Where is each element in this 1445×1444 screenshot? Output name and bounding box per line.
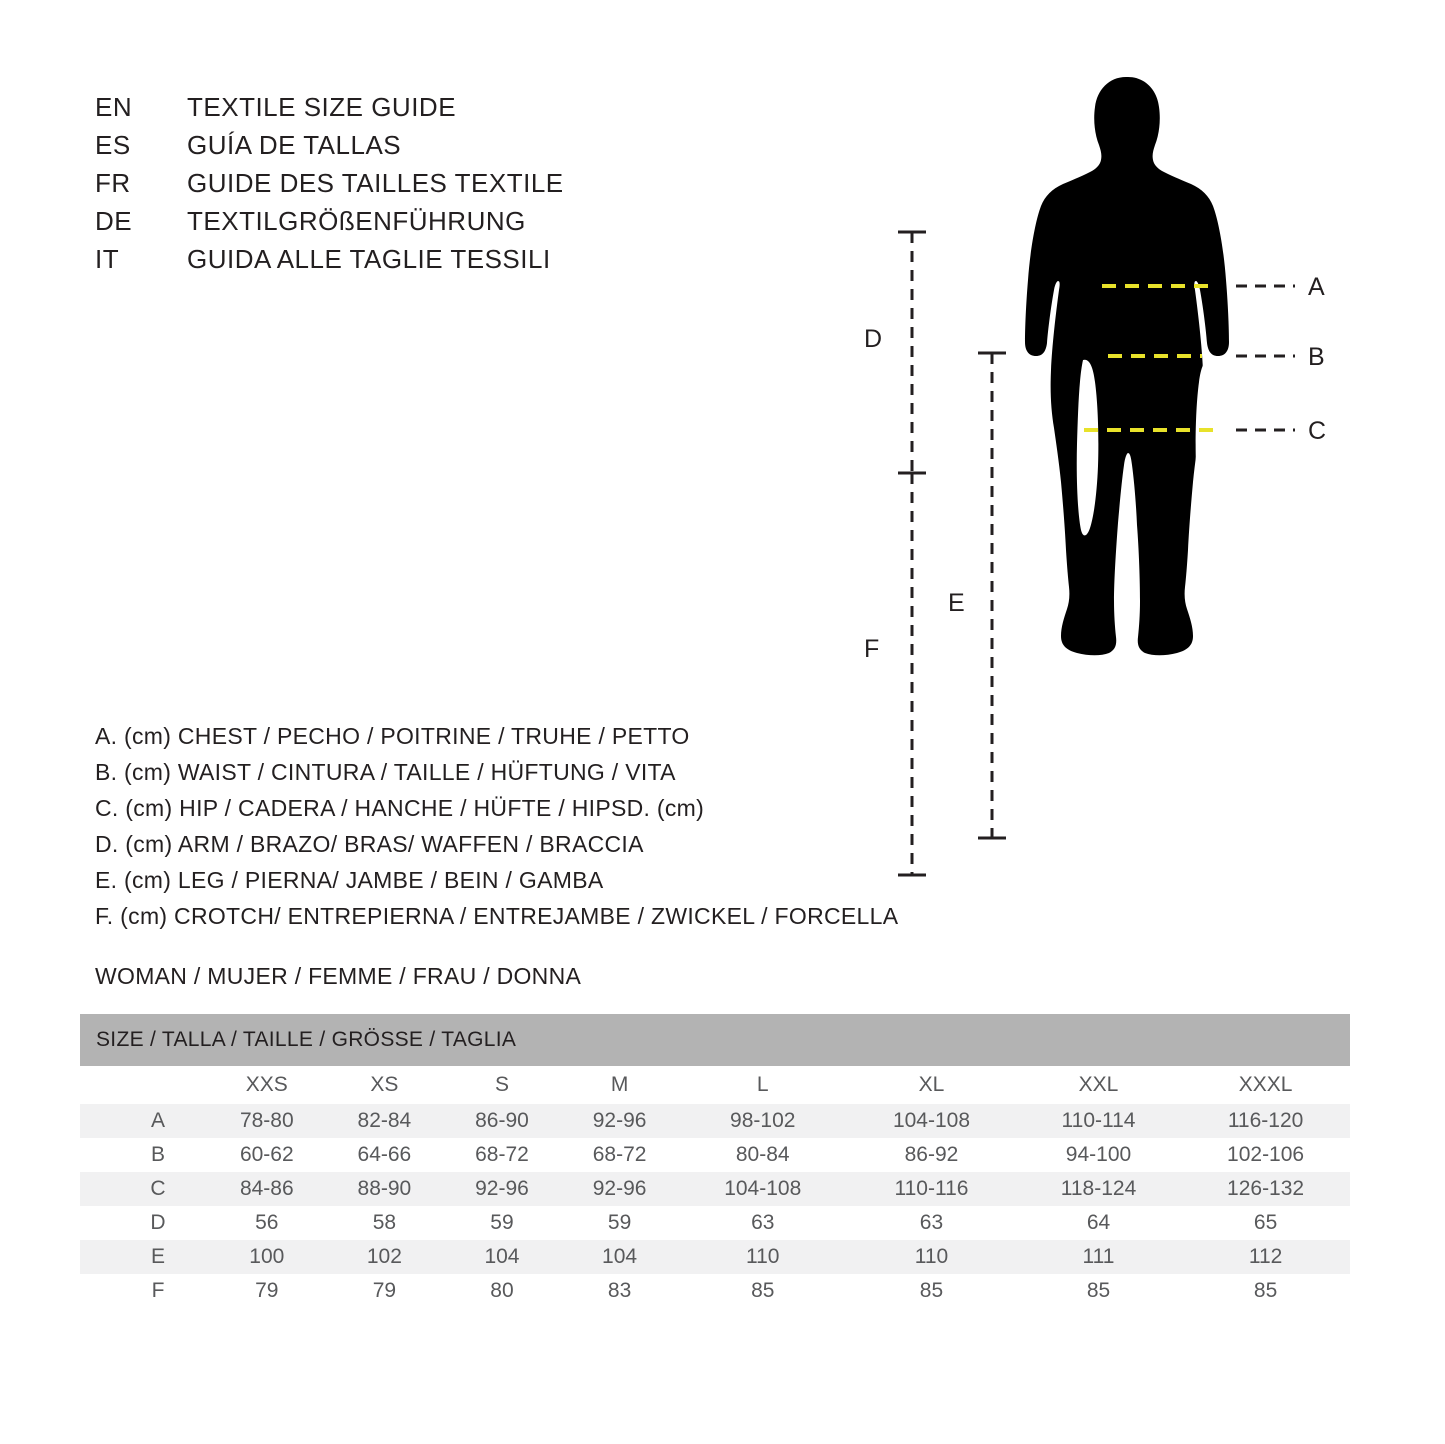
legend-item-a: A. (cm) CHEST / PECHO / POITRINE / TRUHE / PETTO xyxy=(95,723,690,749)
cell-f-xs: 79 xyxy=(372,1279,397,1302)
cell-b-s: 68-72 xyxy=(475,1143,529,1166)
cell-b-xxxl: 102-106 xyxy=(1227,1143,1305,1166)
language-code: ES xyxy=(95,130,131,160)
cell-e-xxs: 100 xyxy=(249,1245,285,1268)
cell-a-m: 92-96 xyxy=(592,1109,647,1132)
cell-c-xs: 88-90 xyxy=(357,1177,412,1200)
cell-c-xxl: 118-124 xyxy=(1060,1177,1137,1200)
cell-a-xxl: 110-114 xyxy=(1061,1109,1136,1132)
row-label-b: B xyxy=(150,1143,165,1166)
cell-d-xs: 58 xyxy=(372,1211,397,1234)
row-label-e: E xyxy=(150,1245,165,1268)
cell-f-s: 80 xyxy=(490,1279,514,1302)
cell-b-xxs: 60-62 xyxy=(239,1143,294,1166)
language-row xyxy=(95,92,795,130)
cell-e-xl: 110 xyxy=(914,1245,949,1268)
language-title-block xyxy=(95,92,795,282)
column-header-blank xyxy=(80,1066,208,1104)
table-row xyxy=(80,1138,1350,1172)
cell-c-l: 104-108 xyxy=(724,1177,802,1200)
language-code: EN xyxy=(95,92,133,122)
cell-d-xxl: 64 xyxy=(1086,1211,1111,1234)
woman-silhouette-icon xyxy=(1025,77,1229,655)
cell-f-xl: 85 xyxy=(919,1279,944,1302)
row-label-d: D xyxy=(150,1211,166,1234)
column-header-xxs: XXS xyxy=(245,1073,288,1096)
cell-f-xxxl: 85 xyxy=(1253,1279,1278,1302)
language-code: IT xyxy=(95,244,120,274)
column-header-xxxl: XXXL xyxy=(1238,1073,1293,1096)
language-row xyxy=(95,244,795,282)
column-header-l: L xyxy=(756,1073,769,1096)
cell-f-xxl: 85 xyxy=(1086,1279,1111,1302)
cell-a-xl: 104-108 xyxy=(892,1109,971,1132)
legend-item-b: B. (cm) WAIST / CINTURA / TAILLE / HÜFTUNG / VITA xyxy=(95,759,676,785)
dimension-label-a: A xyxy=(1308,273,1325,301)
cell-e-xxxl: 112 xyxy=(1248,1245,1283,1268)
table-header-row xyxy=(80,1014,1350,1066)
dimension-label-f: F xyxy=(864,635,880,663)
cell-b-l: 80-84 xyxy=(735,1143,790,1166)
table-column-row xyxy=(80,1066,1350,1104)
column-header-m: M xyxy=(610,1073,629,1096)
cell-b-xs: 64-66 xyxy=(357,1143,412,1166)
cell-e-xxl: 111 xyxy=(1082,1245,1115,1268)
cell-c-xl: 110-116 xyxy=(894,1177,969,1200)
language-text: TEXTILGRÖßENFÜHRUNG xyxy=(187,206,526,236)
row-label-a: A xyxy=(150,1109,165,1132)
language-text: GUIDE DES TAILLES TEXTILE xyxy=(187,168,564,198)
cell-a-xxs: 78-80 xyxy=(239,1109,294,1132)
measurement-legend xyxy=(95,723,915,939)
cell-c-xxs: 84-86 xyxy=(239,1177,294,1200)
legend-item-e: E. (cm) LEG / PIERNA/ JAMBE / BEIN / GAMBA xyxy=(95,867,604,893)
cell-e-s: 104 xyxy=(484,1245,520,1268)
table-row xyxy=(80,1240,1350,1274)
row-label-f: F xyxy=(151,1279,165,1302)
column-header-xs: XS xyxy=(370,1073,399,1096)
silhouette-figure xyxy=(840,60,1400,900)
language-text: GUÍA DE TALLAS xyxy=(187,130,402,160)
cell-b-xl: 86-92 xyxy=(904,1143,959,1166)
legend-item-d: D. (cm) ARM / BRAZO/ BRAS/ WAFFEN / BRACCIA xyxy=(95,831,644,857)
language-code: FR xyxy=(95,168,131,198)
legend-item-f: F. (cm) CROTCH/ ENTREPIERNA / ENTREJAMBE / ZWICKEL / FORCELLA xyxy=(95,903,899,929)
dimension-label-b: B xyxy=(1308,343,1325,371)
size-table xyxy=(80,1014,1350,1308)
language-text: TEXTILE SIZE GUIDE xyxy=(187,92,457,122)
dimension-label-e: E xyxy=(948,589,965,617)
cell-d-xxs: 56 xyxy=(255,1211,279,1234)
dimension-label-d: D xyxy=(864,325,883,353)
table-row xyxy=(80,1172,1350,1206)
cell-c-xxxl: 126-132 xyxy=(1227,1177,1305,1200)
cell-a-xs: 82-84 xyxy=(357,1109,412,1132)
cell-f-m: 83 xyxy=(607,1279,632,1302)
language-code: DE xyxy=(95,206,133,236)
cell-a-l: 98-102 xyxy=(730,1109,796,1132)
cell-b-m: 68-72 xyxy=(592,1143,647,1166)
cell-d-l: 63 xyxy=(751,1211,775,1234)
column-header-xl: XL xyxy=(918,1073,945,1096)
legend-item-c: C. (cm) HIP / CADERA / HANCHE / HÜFTE / HIPSD. (cm) xyxy=(95,795,705,821)
table-row xyxy=(80,1104,1350,1138)
language-row xyxy=(95,130,795,168)
language-text: GUIDA ALLE TAGLIE TESSILI xyxy=(187,244,551,274)
column-header-s: S xyxy=(494,1073,509,1096)
table-row xyxy=(80,1274,1350,1308)
cell-d-m: 59 xyxy=(607,1211,632,1234)
table-row xyxy=(80,1206,1350,1240)
cell-e-l: 110 xyxy=(746,1245,780,1268)
target-group-label: WOMAN / MUJER / FEMME / FRAU / DONNA xyxy=(95,963,582,989)
language-row xyxy=(95,168,795,206)
dimension-label-c: C xyxy=(1308,417,1327,445)
cell-e-m: 104 xyxy=(602,1245,638,1268)
cell-d-xxxl: 65 xyxy=(1253,1211,1278,1234)
cell-a-s: 86-90 xyxy=(475,1109,529,1132)
cell-a-xxxl: 116-120 xyxy=(1227,1109,1304,1132)
row-label-c: C xyxy=(150,1177,166,1200)
table-header-title: SIZE / TALLA / TAILLE / GRÖSSE / TAGLIA xyxy=(80,1014,1350,1066)
language-row xyxy=(95,206,795,244)
cell-d-xl: 63 xyxy=(919,1211,944,1234)
cell-e-xs: 102 xyxy=(366,1245,402,1268)
cell-c-s: 92-96 xyxy=(475,1177,529,1200)
cell-c-m: 92-96 xyxy=(592,1177,647,1200)
cell-d-s: 59 xyxy=(490,1211,514,1234)
cell-f-l: 85 xyxy=(751,1279,775,1302)
cell-b-xxl: 94-100 xyxy=(1065,1143,1132,1166)
column-header-xxl: XXL xyxy=(1078,1073,1119,1096)
cell-f-xxs: 79 xyxy=(255,1279,279,1302)
